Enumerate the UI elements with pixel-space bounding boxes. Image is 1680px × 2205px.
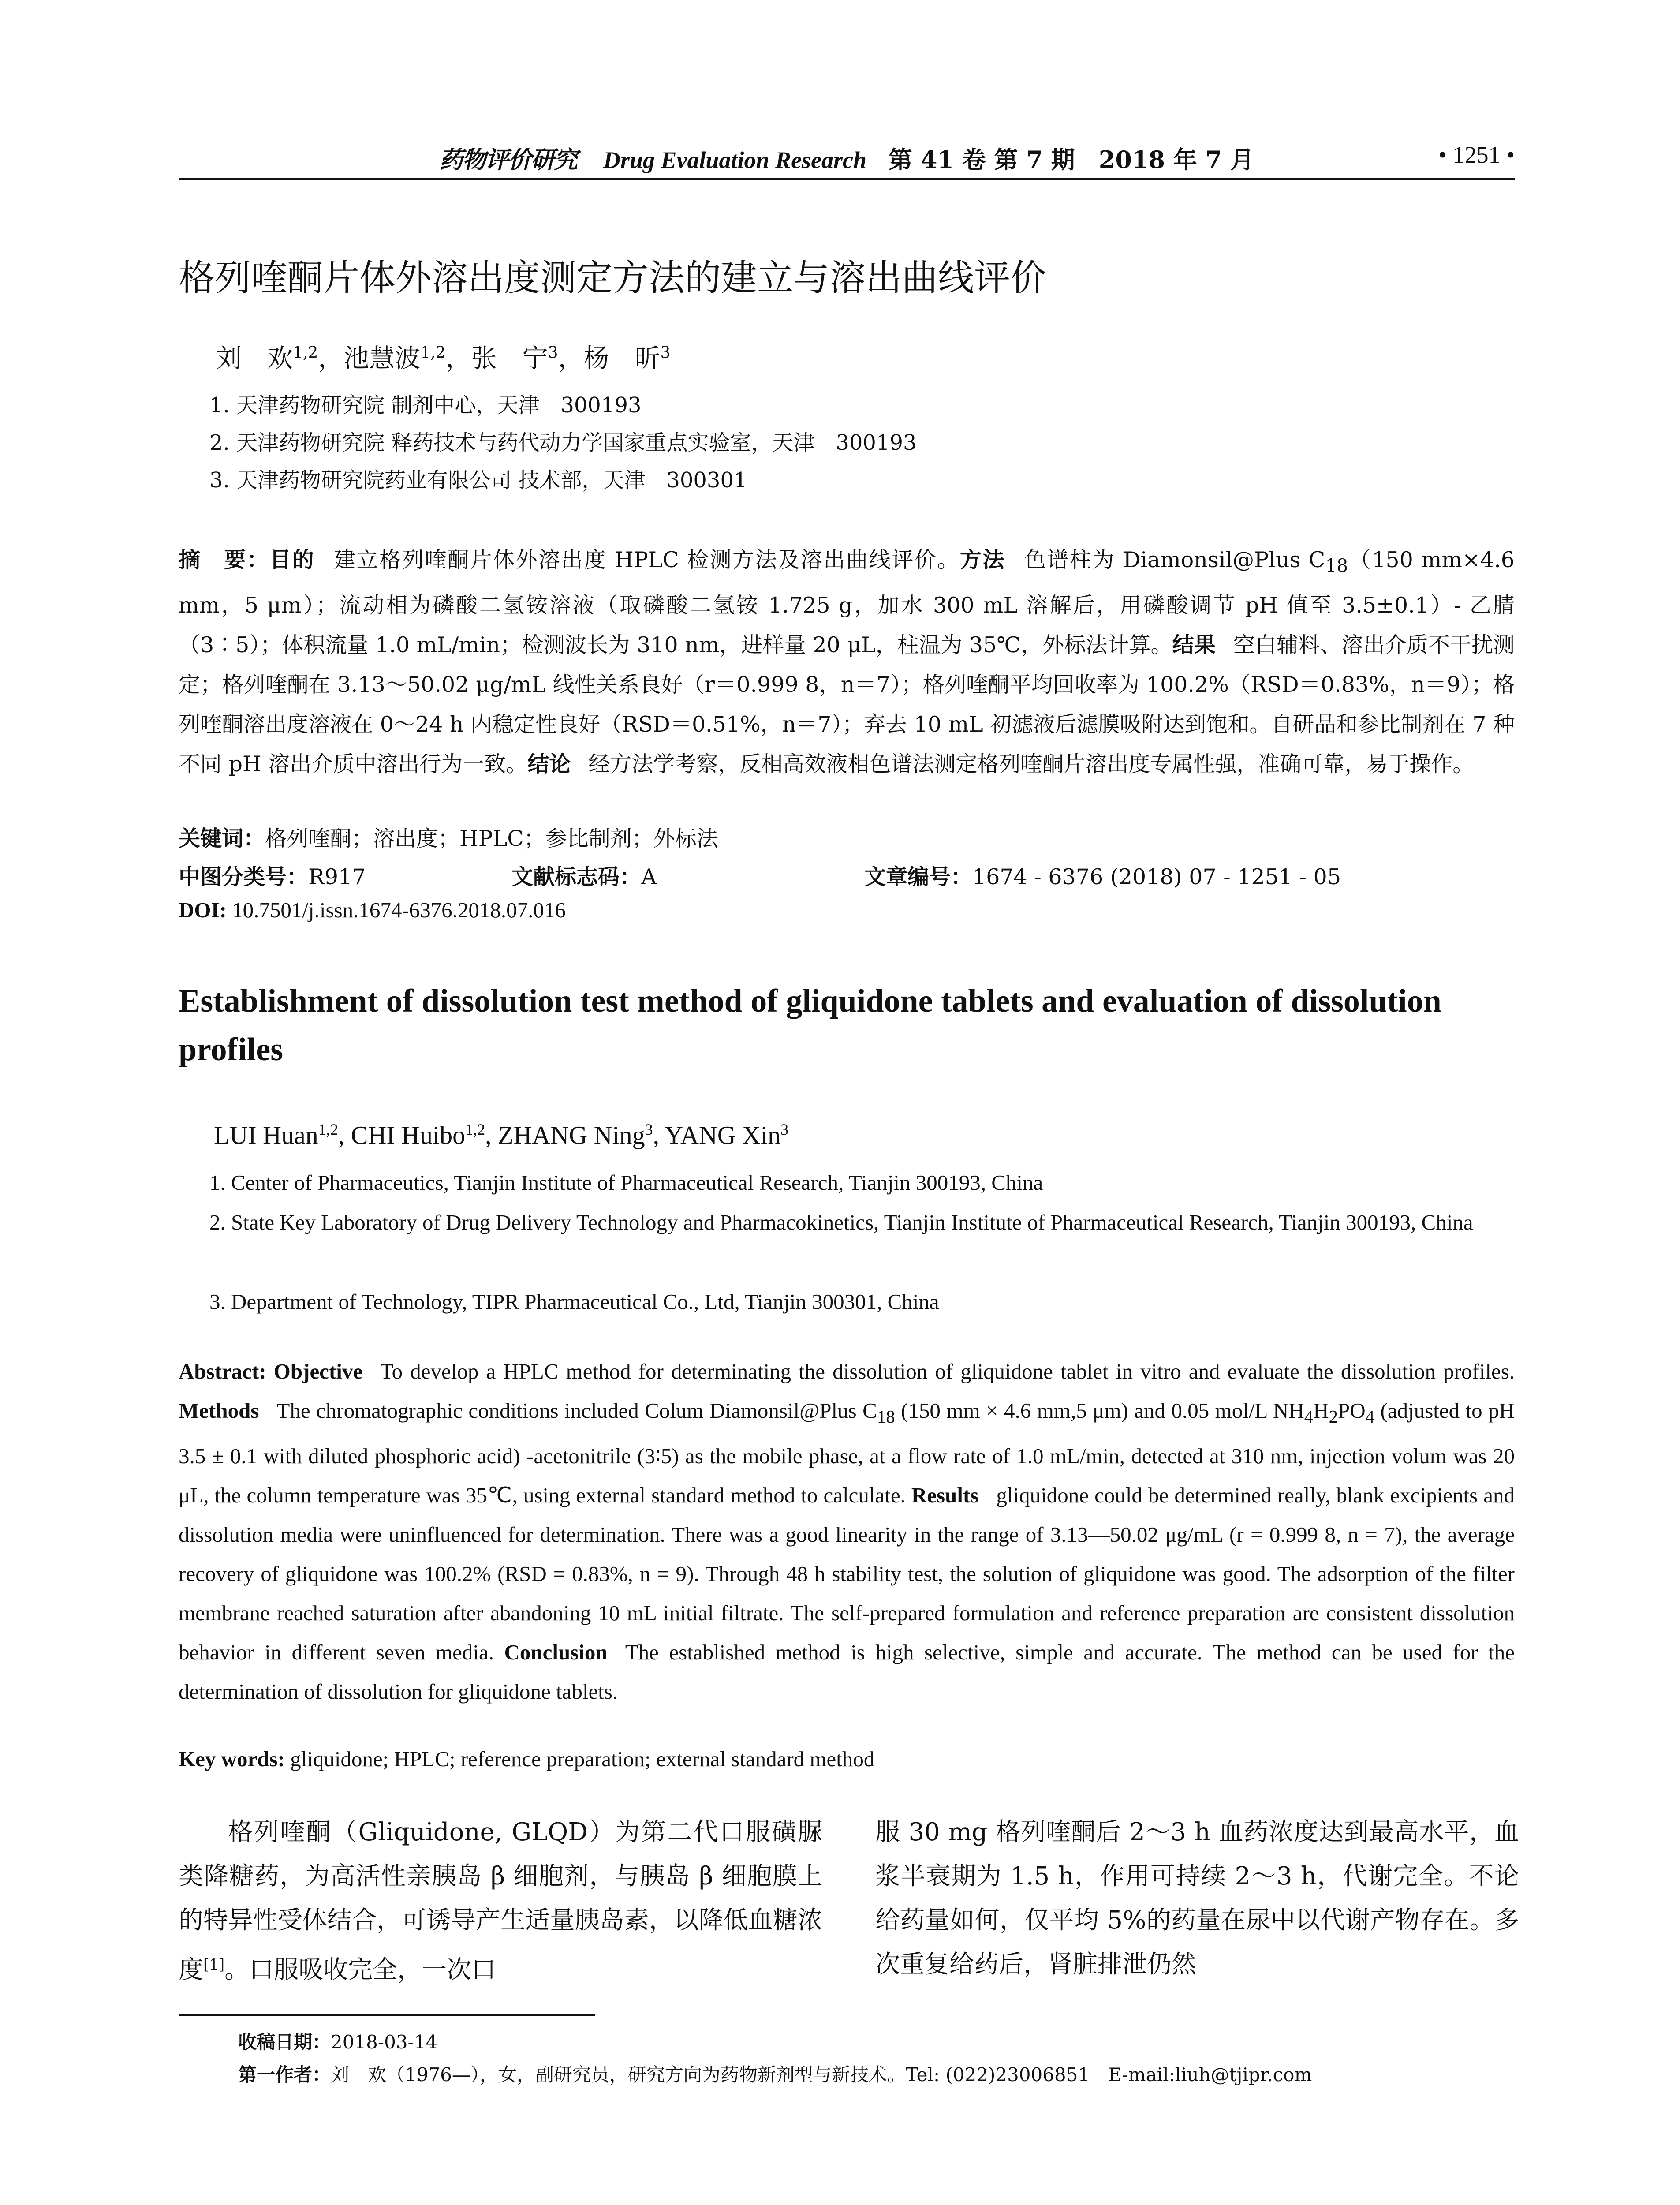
subscript: 2	[1329, 1406, 1338, 1427]
chinese-title: 格列喹酮片体外溶出度测定方法的建立与溶出曲线评价	[179, 257, 1047, 299]
methods-text: H	[1313, 1398, 1329, 1423]
author-name: 刘 欢	[216, 343, 293, 373]
body-column-left	[179, 1810, 822, 1992]
conclusion-text: The established method is high selective, simple and accurate. The method can be used for the determination of dissolution for gliquidone tablets.	[179, 1640, 1515, 1704]
author-affiliation-sup: 1,2	[420, 344, 446, 362]
clc-label: 中图分类号：	[179, 864, 309, 889]
chinese-abstract	[179, 540, 1515, 784]
page-number: • 1251 •	[1438, 142, 1515, 168]
chinese-affiliation: 2. 天津药物研究院 释药技术与药代动力学国家重点实验室，天津 300193	[209, 430, 917, 455]
subscript: 4	[1304, 1406, 1314, 1427]
doi-value: 10.7501/j.issn.1674-6376.2018.07.016	[226, 898, 566, 922]
methods-text: 色谱柱为 Diamonsil@Plus C	[1023, 547, 1325, 572]
author-affiliation-sup: 3	[780, 1121, 789, 1138]
author-name: 张 宁	[471, 343, 548, 373]
subscript: 18	[877, 1406, 895, 1427]
running-header-center	[179, 141, 1515, 175]
chinese-affiliation: 3. 天津药物研究院药业有限公司 技术部，天津 300301	[209, 468, 747, 493]
abstract-label: 摘 要：	[179, 547, 270, 572]
english-abstract	[179, 1352, 1515, 1711]
citation-ref[interactable]: [1]	[203, 1956, 225, 1973]
results-text: 空白辅料、溶出介质不干扰测定；格列喹酮在 3.13～50.02 μg/mL 线性关系良好（r＝0.999 8，n＝7）；格列喹酮平均回收率为 100.2%（RSD＝0.83%，n＝9）；格列喹酮溶出度溶液在 0～24 h 内稳定性良好（RSD＝0.51%，n＝7）；弃去 10 mL 初滤液后滤膜吸附达到饱和。自研品和参比制剂在 7 种不同 pH 溶出介质中溶出行为一致。	[179, 632, 1515, 777]
methods-text: The chromatographic conditions included Colum Diamonsil@Plus C	[276, 1398, 877, 1423]
chinese-authors: 刘 欢$^{1,2}$，池慧波$^{1,2}$，张 宁$^3$，杨 昕$^3$	[216, 343, 671, 373]
english-title: Establishment of dissolution test method of gliquidone tablets and evaluation of dissolution profiles	[179, 983, 1441, 1068]
article-no-value: 1674 - 6376 (2018) 07 - 1251 - 05	[972, 864, 1341, 889]
body-text: 。口服吸收完全，一次口	[224, 1955, 497, 1984]
first-author-label: 第一作者：	[238, 2064, 331, 2085]
author-affiliation-sup: 3	[645, 1121, 653, 1138]
author-affiliation-sup: 1,2	[318, 1121, 338, 1138]
conclusion-label: Conclusion	[504, 1640, 608, 1664]
received-value: 2018-03-14	[331, 2031, 438, 2053]
author-name: 杨 昕	[583, 343, 661, 373]
keywords-label: Key words:	[179, 1747, 285, 1771]
body-text: 格列喹酮（Gliquidone, GLQD）为第二代口服磺脲类降糖药，为高活性亲胰岛 β 细胞剂，与胰岛 β 细胞膜上的特异性受体结合，可诱导产生适量胰岛素，以降低血糖浓度	[179, 1818, 823, 1984]
first-author-note	[238, 2060, 1312, 2087]
chinese-affiliation: 1. 天津药物研究院 制剂中心，天津 300193	[209, 393, 642, 418]
methods-text: (adjusted to pH 3.5 ± 0.1 with diluted phosphoric acid) -acetonitrile (3∶5) as the mobile phase, at a flow rate of 1.0 mL/min, detected at 310 nm, injection volum was 20 μL, the column temperature was 35℃, using external standard method to calculate.	[179, 1398, 1515, 1507]
keywords-text: 格列喹酮；溶出度；HPLC；参比制剂；外标法	[265, 826, 718, 851]
author-affiliation-sup: 3	[660, 344, 671, 362]
received-label: 收稿日期：	[238, 2031, 331, 2053]
doc-code-value: A	[641, 864, 657, 889]
document-code	[511, 860, 657, 891]
methods-text: (150 mm × 4.6 mm,5 μm) and 0.05 mol/L NH	[895, 1398, 1304, 1423]
english-affiliation: 1. Center of Pharmaceutics, Tianjin Institute of Pharmaceutical Research, Tianjin 300193, China	[209, 1170, 1043, 1195]
conclusion-text: 经方法学考察，反相高效液相色谱法测定格列喹酮片溶出度专属性强，准确可靠，易于操作。	[588, 751, 1475, 777]
conclusion-label: 结论	[527, 751, 571, 777]
objective-text: 建立格列喹酮片体外溶出度 HPLC 检测方法及溶出曲线评价。	[332, 547, 960, 572]
results-label: Results	[911, 1483, 979, 1507]
methods-label: 方法	[959, 547, 1006, 572]
methods-text: PO	[1338, 1398, 1366, 1423]
author-affiliation-sup: 3	[548, 344, 558, 362]
objective-text: To develop a HPLC method for determinating the dissolution of gliquidone tablet in vitro and evaluate the dissolution profiles.	[380, 1359, 1515, 1383]
separator: ,	[653, 1121, 665, 1150]
chinese-keywords	[179, 822, 718, 852]
results-text: gliquidone could be determined really, blank excipients and dissolution media were uninfluenced for determination. There was a good linearity in the range of 3.13—50.02 μg/mL (r = 0.999 8, n = 7), the average recovery of gliquidone was 100.2% (RSD = 0.83%, n = 9). Through 48 h stability test, the solution of gliquidone was good. The adsorption of the filter membrane reached saturation after abandoning 10 mL initial filtrate. The self-prepared formulation and reference preparation are consistent dissolution behavior in different seven media.	[179, 1483, 1515, 1664]
english-affiliation: 2. State Key Laboratory of Drug Delivery Technology and Pharmacokinetics, Tianjin Institute of Pharmaceutical Research, Tianjin 300193, China	[209, 1210, 1473, 1234]
separator: ,	[485, 1121, 498, 1150]
doc-code-label: 文献标志码：	[511, 864, 642, 889]
keywords-text: gliquidone; HPLC; reference preparation; external standard method	[284, 1747, 875, 1771]
methods-label: Methods	[179, 1398, 259, 1423]
author-affiliation-sup: 1,2	[465, 1121, 485, 1138]
english-authors	[214, 1120, 788, 1150]
english-affiliation: 3. Department of Technology, TIPR Pharmaceutical Co., Ltd, Tianjin 300301, China	[209, 1289, 939, 1314]
author-name: ZHANG Ning	[498, 1121, 645, 1150]
header-rule	[179, 178, 1515, 180]
author-name: LUI Huan	[214, 1121, 318, 1150]
journal-name: Drug Evaluation Research	[603, 147, 867, 173]
issue-info: 第 41 卷 第 7 期 2018 年 7 月	[889, 146, 1254, 174]
doi-label: DOI:	[179, 898, 227, 922]
running-header	[179, 141, 1515, 176]
doi	[179, 897, 566, 923]
keywords-label: 关键词：	[179, 826, 265, 851]
author-affiliation-sup: 1,2	[293, 344, 318, 362]
results-label: 结果	[1172, 632, 1216, 658]
subscript: 18	[1325, 555, 1348, 576]
objective-label: 目的	[269, 547, 315, 572]
journal-logo: 药物评价研究	[439, 146, 577, 174]
author-name: YANG Xin	[665, 1121, 781, 1150]
article-no-label: 文章编号：	[864, 864, 973, 889]
clc-value: R917	[308, 864, 366, 889]
separator: ,	[338, 1121, 351, 1150]
received-date	[238, 2028, 437, 2054]
english-keywords	[179, 1746, 874, 1771]
author-name: 池慧波	[343, 343, 421, 373]
footnote-rule	[179, 2014, 595, 2016]
clc-number	[179, 860, 366, 891]
body-column-right: 服 30 mg 格列喹酮后 2～3 h 血药浓度达到最高水平，血浆半衰期为 1.5 h，作用可持续 2～3 h，代谢完全。不论给药量如何，仅平均 5%的药量在尿中以代谢产物存在。多次重复给药后，肾脏排泄仍然	[875, 1818, 1519, 1979]
abstract-objective-label: Abstract: Objective	[179, 1359, 363, 1383]
subscript: 4	[1365, 1406, 1375, 1427]
first-author-value: 刘 欢（1976—），女，副研究员，研究方向为药物新剂型与新技术。Tel: (022)23006851 E-mail:liuh@tjipr.com	[331, 2064, 1312, 2085]
article-number	[864, 860, 1341, 891]
methods-text: （150 mm×4.6 mm，5 μm）；流动相为磷酸二氢铵溶液（取磷酸二氢铵 1.725 g，加水 300 mL 溶解后，用磷酸调节 pH 值至 3.5±0.1）- 乙腈（3∶5）；体积流量 1.0 mL/min；检测波长为 310 nm，进样量 20 μL，柱温为 35℃，外标法计算。	[179, 547, 1515, 658]
author-name: CHI Huibo	[351, 1121, 466, 1150]
